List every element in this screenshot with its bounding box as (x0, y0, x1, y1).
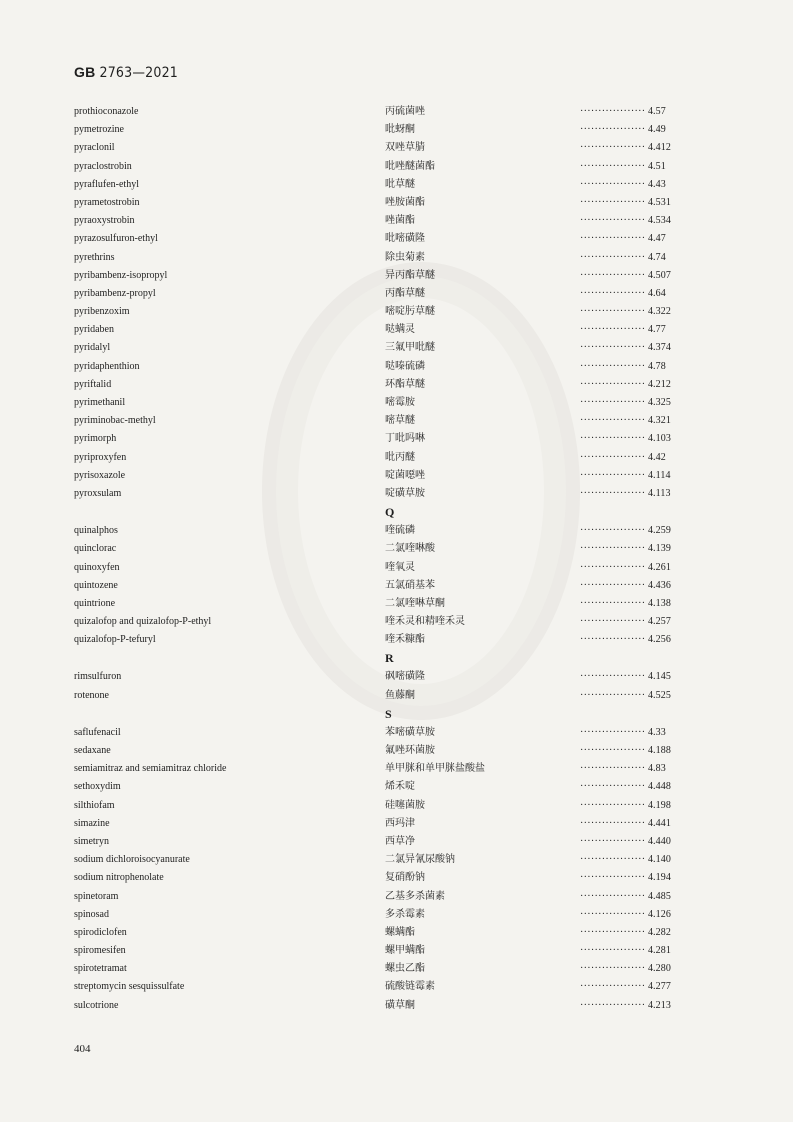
clause-number: 4.57 (647, 106, 666, 117)
clause-reference (580, 485, 671, 503)
index-row (74, 724, 700, 742)
index-row (74, 194, 700, 212)
dot-leader: ·················· (580, 342, 646, 354)
document-header (74, 64, 178, 81)
clause-number: 4.77 (647, 324, 666, 336)
chinese-name: 乙基多杀菌素 (385, 890, 445, 902)
dot-leader: ·················· (580, 397, 646, 408)
clause-number: 4.257 (647, 616, 671, 628)
english-name: pyrisoxazole (74, 469, 126, 481)
english-name: pyribenzoxim (74, 306, 130, 318)
chinese-name: 二氯喹啉酸 (385, 543, 435, 555)
english-name: pyridalyl (74, 342, 111, 354)
clause-number: 4.74 (647, 251, 666, 263)
clause-reference (580, 121, 666, 139)
chinese-name: 多杀霉素 (385, 908, 425, 920)
english-name: pyrimethanil (74, 397, 126, 408)
clause-number: 4.325 (647, 397, 671, 408)
clause-number: 4.64 (647, 287, 666, 299)
clause-reference (580, 687, 671, 705)
dot-leader: ·················· (580, 142, 646, 154)
page-number: 404 (74, 1043, 91, 1055)
index-row (74, 358, 700, 376)
index-letter-heading (74, 705, 700, 724)
index-row (74, 778, 700, 796)
english-name: pyraoxystrobin (74, 215, 135, 227)
clause-reference (580, 724, 666, 742)
index-row (74, 176, 700, 194)
english-name: spiromesifen (74, 945, 126, 957)
chinese-name: 丙酯草醚 (385, 287, 425, 299)
clause-reference (580, 194, 671, 212)
index-row (74, 559, 700, 577)
english-name: sethoxydim (74, 781, 121, 793)
clause-number: 4.49 (647, 124, 666, 136)
clause-reference (580, 742, 671, 760)
dot-leader: ·················· (580, 726, 646, 738)
dot-leader: ·················· (580, 160, 646, 172)
dot-leader: ·················· (580, 124, 646, 136)
clause-reference (580, 869, 671, 887)
chinese-name: 鱼藤酮 (385, 689, 415, 701)
dot-leader: ·················· (580, 378, 646, 390)
chinese-name: 哒螨灵 (385, 324, 415, 336)
index-row (74, 797, 700, 815)
dot-leader: ·················· (580, 616, 646, 628)
index-row (74, 540, 700, 558)
clause-reference (580, 668, 671, 686)
clause-number: 4.507 (647, 269, 671, 281)
english-name: simetryn (74, 835, 109, 847)
clause-number: 4.83 (647, 763, 666, 775)
chinese-name: 烯禾啶 (385, 781, 415, 793)
chinese-name: 喹禾糠酯 (385, 634, 425, 646)
clause-reference (580, 522, 671, 540)
dot-leader: ·················· (580, 835, 646, 847)
clause-reference (580, 267, 671, 285)
clause-number: 4.277 (647, 981, 671, 993)
chinese-name: 啶磺草胺 (385, 487, 425, 499)
dot-leader: ·················· (580, 579, 646, 591)
english-name: pymetrozine (74, 124, 124, 136)
index-row (74, 139, 700, 157)
clause-reference (580, 376, 671, 394)
clause-reference (580, 176, 666, 194)
dot-leader: ·················· (580, 872, 646, 884)
clause-number: 4.280 (647, 963, 671, 975)
clause-reference (580, 978, 671, 996)
clause-number: 4.412 (647, 142, 671, 154)
clause-number: 4.114 (647, 469, 671, 481)
clause-number: 4.113 (647, 487, 671, 499)
chinese-name: 氟唑环菌胺 (385, 745, 435, 756)
dot-leader: ·················· (580, 487, 646, 499)
english-name: pyriminobac-methyl (74, 415, 156, 427)
clause-reference (580, 449, 666, 467)
index-row (74, 522, 700, 540)
clause-number: 4.256 (647, 634, 671, 646)
dot-leader: ·················· (580, 745, 646, 756)
clause-reference (580, 924, 671, 942)
english-name: pyroxsulam (74, 487, 122, 499)
english-name: prothioconazole (74, 106, 139, 117)
dot-leader: ·················· (580, 999, 646, 1011)
english-name: quizalofop-P-tefuryl (74, 634, 156, 646)
english-name: semiamitraz and semiamitraz chloride (74, 763, 227, 775)
clause-reference (580, 230, 666, 248)
clause-reference (580, 851, 671, 869)
index-row (74, 212, 700, 230)
clause-number: 4.374 (647, 342, 671, 354)
chinese-name: 二氯异氰尿酸钠 (385, 854, 455, 866)
index-letter-heading (74, 503, 700, 522)
clause-reference (580, 540, 671, 558)
english-name: quizalofop and quizalofop-P-ethyl (74, 616, 212, 628)
index-row (74, 742, 700, 760)
clause-reference (580, 833, 671, 851)
chinese-name: 喹硫磷 (385, 525, 415, 537)
clause-reference (580, 339, 671, 357)
english-name: pyridaphenthion (74, 360, 140, 372)
dot-leader: ·················· (580, 926, 646, 938)
clause-reference (580, 358, 666, 376)
chinese-name: 砜嘧磺隆 (385, 671, 425, 683)
index-row (74, 376, 700, 394)
chinese-name: 硅噻菌胺 (385, 799, 425, 811)
clause-number: 4.485 (647, 890, 671, 902)
index-row (74, 577, 700, 595)
clause-number: 4.194 (647, 872, 671, 884)
english-name: saflufenacil (74, 726, 121, 738)
english-name: pyriftalid (74, 378, 112, 390)
dot-leader: ·················· (580, 215, 646, 227)
chinese-name: 磺草酮 (385, 999, 415, 1011)
dot-leader: ·················· (580, 890, 646, 902)
chinese-name: 西草净 (385, 835, 415, 847)
english-name: sulcotrione (74, 999, 119, 1011)
chinese-name: 三氟甲吡醚 (385, 342, 435, 354)
chinese-name: 喹禾灵和精喹禾灵 (385, 616, 465, 628)
dot-leader: ·················· (580, 306, 646, 318)
english-name: sodium dichloroisocyanurate (74, 854, 190, 866)
chinese-name: 丙硫菌唑 (385, 106, 425, 117)
index-row (74, 485, 700, 503)
english-name: pyrethrins (74, 251, 115, 263)
english-name: simazine (74, 817, 110, 829)
dot-leader: ·················· (580, 287, 646, 299)
clause-reference (580, 139, 671, 157)
index-row (74, 285, 700, 303)
clause-number: 4.188 (647, 745, 671, 756)
dot-leader: ·················· (580, 981, 646, 993)
clause-number: 4.321 (647, 415, 671, 427)
dot-leader: ·················· (580, 360, 646, 372)
dot-leader: ·················· (580, 106, 646, 117)
clause-number: 4.42 (647, 451, 666, 463)
clause-number: 4.261 (647, 561, 671, 573)
dot-leader: ·················· (580, 324, 646, 336)
dot-leader: ·················· (580, 945, 646, 957)
clause-reference (580, 631, 671, 649)
dot-leader: ·················· (580, 817, 646, 829)
dot-leader: ·················· (580, 196, 646, 208)
clause-reference (580, 960, 671, 978)
chinese-name: 除虫菊素 (385, 251, 425, 263)
clause-reference (580, 249, 666, 267)
clause-reference (580, 103, 666, 121)
clause-reference (580, 321, 666, 339)
index-row (74, 267, 700, 285)
index-row (74, 851, 700, 869)
dot-leader: ·················· (580, 543, 646, 555)
dot-leader: ·················· (580, 634, 646, 646)
english-name: pyrimorph (74, 433, 117, 445)
clause-number: 4.47 (647, 233, 666, 245)
clause-number: 4.281 (647, 945, 671, 957)
clause-number: 4.259 (647, 525, 671, 537)
english-name: silthiofam (74, 799, 115, 811)
english-name: streptomycin sesquissulfate (74, 981, 185, 993)
clause-reference (580, 467, 671, 485)
clause-reference (580, 412, 671, 430)
chinese-name: 苯嘧磺草胺 (385, 726, 435, 738)
chinese-name: 嘧霉胺 (385, 397, 415, 408)
clause-reference (580, 888, 671, 906)
dot-leader: ·················· (580, 433, 646, 445)
clause-number: 4.139 (647, 543, 671, 555)
english-name: pyrazosulfuron-ethyl (74, 233, 158, 245)
chinese-name: 啶菌噁唑 (385, 469, 425, 481)
dot-leader: ·················· (580, 689, 646, 701)
index-row (74, 960, 700, 978)
clause-reference (580, 158, 666, 176)
chinese-name: 丁吡吗啉 (385, 433, 425, 445)
clause-number: 4.531 (647, 196, 671, 208)
english-name: spinetoram (74, 890, 119, 902)
index-row (74, 321, 700, 339)
clause-reference (580, 997, 671, 1015)
clause-reference (580, 760, 666, 778)
english-name: quinoxyfen (74, 561, 120, 573)
clause-number: 4.43 (647, 178, 666, 190)
english-name: rotenone (74, 689, 109, 701)
english-name: sedaxane (74, 745, 111, 756)
clause-number: 4.525 (647, 689, 671, 701)
standard-code: GB (74, 64, 96, 80)
english-name: spirotetramat (74, 963, 127, 975)
chinese-name: 双唑草腈 (385, 142, 425, 154)
index-row (74, 924, 700, 942)
clause-reference (580, 394, 671, 412)
index-row (74, 906, 700, 924)
english-name: pyraflufen-ethyl (74, 178, 139, 190)
clause-number: 4.212 (647, 378, 671, 390)
clause-reference (580, 285, 666, 303)
index-row (74, 833, 700, 851)
dot-leader: ·················· (580, 269, 646, 281)
index-row (74, 815, 700, 833)
clause-number: 4.126 (647, 908, 671, 920)
chinese-name: 五氯硝基苯 (385, 579, 435, 591)
english-name: quinalphos (74, 525, 118, 537)
chinese-name: 异丙酯草醚 (385, 269, 435, 281)
clause-number: 4.436 (647, 579, 671, 591)
dot-leader: ·················· (580, 597, 646, 609)
clause-number: 4.103 (647, 433, 671, 445)
index-row (74, 613, 700, 631)
clause-reference (580, 942, 671, 960)
index-row (74, 412, 700, 430)
index-row (74, 121, 700, 139)
clause-reference (580, 303, 671, 321)
clause-reference (580, 613, 671, 631)
clause-reference (580, 559, 671, 577)
standard-number: 2763—2021 (99, 65, 178, 81)
clause-number: 4.198 (647, 799, 671, 811)
clause-number: 4.440 (647, 835, 671, 847)
chinese-name: 单甲脒和单甲脒盐酸盐 (385, 763, 485, 775)
clause-number: 4.145 (647, 671, 671, 683)
index-row (74, 158, 700, 176)
index-row (74, 595, 700, 613)
english-name: quintozene (74, 579, 118, 591)
chinese-name: 西玛津 (385, 817, 415, 829)
index-row (74, 467, 700, 485)
chinese-name: 螺甲螨酯 (385, 945, 425, 957)
index-row (74, 760, 700, 778)
pesticide-index-list (74, 103, 700, 1015)
index-row (74, 668, 700, 686)
clause-reference (580, 797, 671, 815)
clause-number: 4.441 (647, 817, 671, 829)
index-row (74, 249, 700, 267)
index-row (74, 888, 700, 906)
letter-label: S (385, 706, 392, 721)
dot-leader: ·················· (580, 251, 646, 263)
clause-number: 4.78 (647, 360, 666, 372)
dot-leader: ·················· (580, 561, 646, 573)
clause-number: 4.140 (647, 854, 671, 866)
index-row (74, 978, 700, 996)
letter-label: Q (385, 505, 395, 520)
english-name: rimsulfuron (74, 671, 122, 683)
chinese-name: 吡蚜酮 (385, 124, 415, 136)
clause-number: 4.51 (647, 160, 666, 172)
chinese-name: 哒嗪硫磷 (385, 360, 425, 372)
clause-number: 4.213 (647, 999, 671, 1011)
clause-reference (580, 595, 671, 613)
english-name: spirodiclofen (74, 926, 127, 938)
chinese-name: 吡唑醚菌酯 (385, 160, 435, 172)
index-row (74, 230, 700, 248)
clause-reference (580, 430, 671, 448)
english-name: pyribambenz-propyl (74, 287, 156, 299)
clause-reference (580, 906, 671, 924)
clause-number: 4.322 (647, 306, 671, 318)
dot-leader: ·················· (580, 469, 646, 481)
dot-leader: ·················· (580, 525, 646, 537)
dot-leader: ·················· (580, 178, 646, 190)
english-name: pyribambenz-isopropyl (74, 269, 168, 281)
clause-number: 4.33 (647, 726, 666, 738)
chinese-name: 二氯喹啉草酮 (385, 597, 445, 609)
chinese-name: 螺虫乙酯 (385, 963, 425, 975)
chinese-name: 硫酸链霉素 (385, 981, 435, 993)
index-letter-heading (74, 649, 700, 668)
dot-leader: ·················· (580, 854, 646, 866)
index-row (74, 997, 700, 1015)
chinese-name: 吡嘧磺隆 (385, 233, 425, 245)
index-row (74, 103, 700, 121)
index-row (74, 394, 700, 412)
english-name: pyriproxyfen (74, 451, 127, 463)
chinese-name: 嘧草醚 (385, 415, 415, 427)
index-row (74, 430, 700, 448)
dot-leader: ·················· (580, 963, 646, 975)
dot-leader: ·················· (580, 451, 646, 463)
english-name: pyridaben (74, 324, 114, 336)
english-name: spinosad (74, 908, 109, 920)
dot-leader: ·················· (580, 671, 646, 683)
chinese-name: 环酯草醚 (385, 378, 425, 390)
chinese-name: 复硝酚钠 (385, 872, 425, 884)
chinese-name: 喹氧灵 (385, 561, 415, 573)
english-name: pyraclostrobin (74, 160, 132, 172)
dot-leader: ·················· (580, 781, 646, 793)
english-name: sodium nitrophenolate (74, 872, 164, 884)
clause-number: 4.534 (647, 215, 671, 227)
clause-reference (580, 815, 671, 833)
dot-leader: ·················· (580, 763, 646, 775)
english-name: pyrametostrobin (74, 196, 140, 208)
clause-number: 4.448 (647, 781, 671, 793)
index-row (74, 942, 700, 960)
dot-leader: ·················· (580, 233, 646, 245)
clause-reference (580, 212, 671, 230)
chinese-name: 唑菌酯 (385, 215, 415, 227)
index-row (74, 687, 700, 705)
chinese-name: 唑胺菌酯 (385, 196, 425, 208)
index-row (74, 631, 700, 649)
chinese-name: 吡丙醚 (385, 451, 415, 463)
clause-reference (580, 577, 671, 595)
index-row (74, 449, 700, 467)
english-name: quintrione (74, 597, 116, 609)
clause-number: 4.138 (647, 597, 671, 609)
index-row (74, 339, 700, 357)
index-row (74, 303, 700, 321)
clause-reference (580, 778, 671, 796)
dot-leader: ·················· (580, 415, 646, 427)
letter-label: R (385, 651, 394, 666)
english-name: pyraclonil (74, 142, 115, 154)
chinese-name: 螺螨酯 (385, 926, 415, 938)
english-name: quinclorac (74, 543, 117, 555)
chinese-name: 吡草醚 (385, 178, 415, 190)
index-row (74, 869, 700, 887)
clause-number: 4.282 (647, 926, 671, 938)
dot-leader: ·················· (580, 799, 646, 811)
dot-leader: ·················· (580, 908, 646, 920)
chinese-name: 嘧啶肟草醚 (385, 306, 435, 318)
